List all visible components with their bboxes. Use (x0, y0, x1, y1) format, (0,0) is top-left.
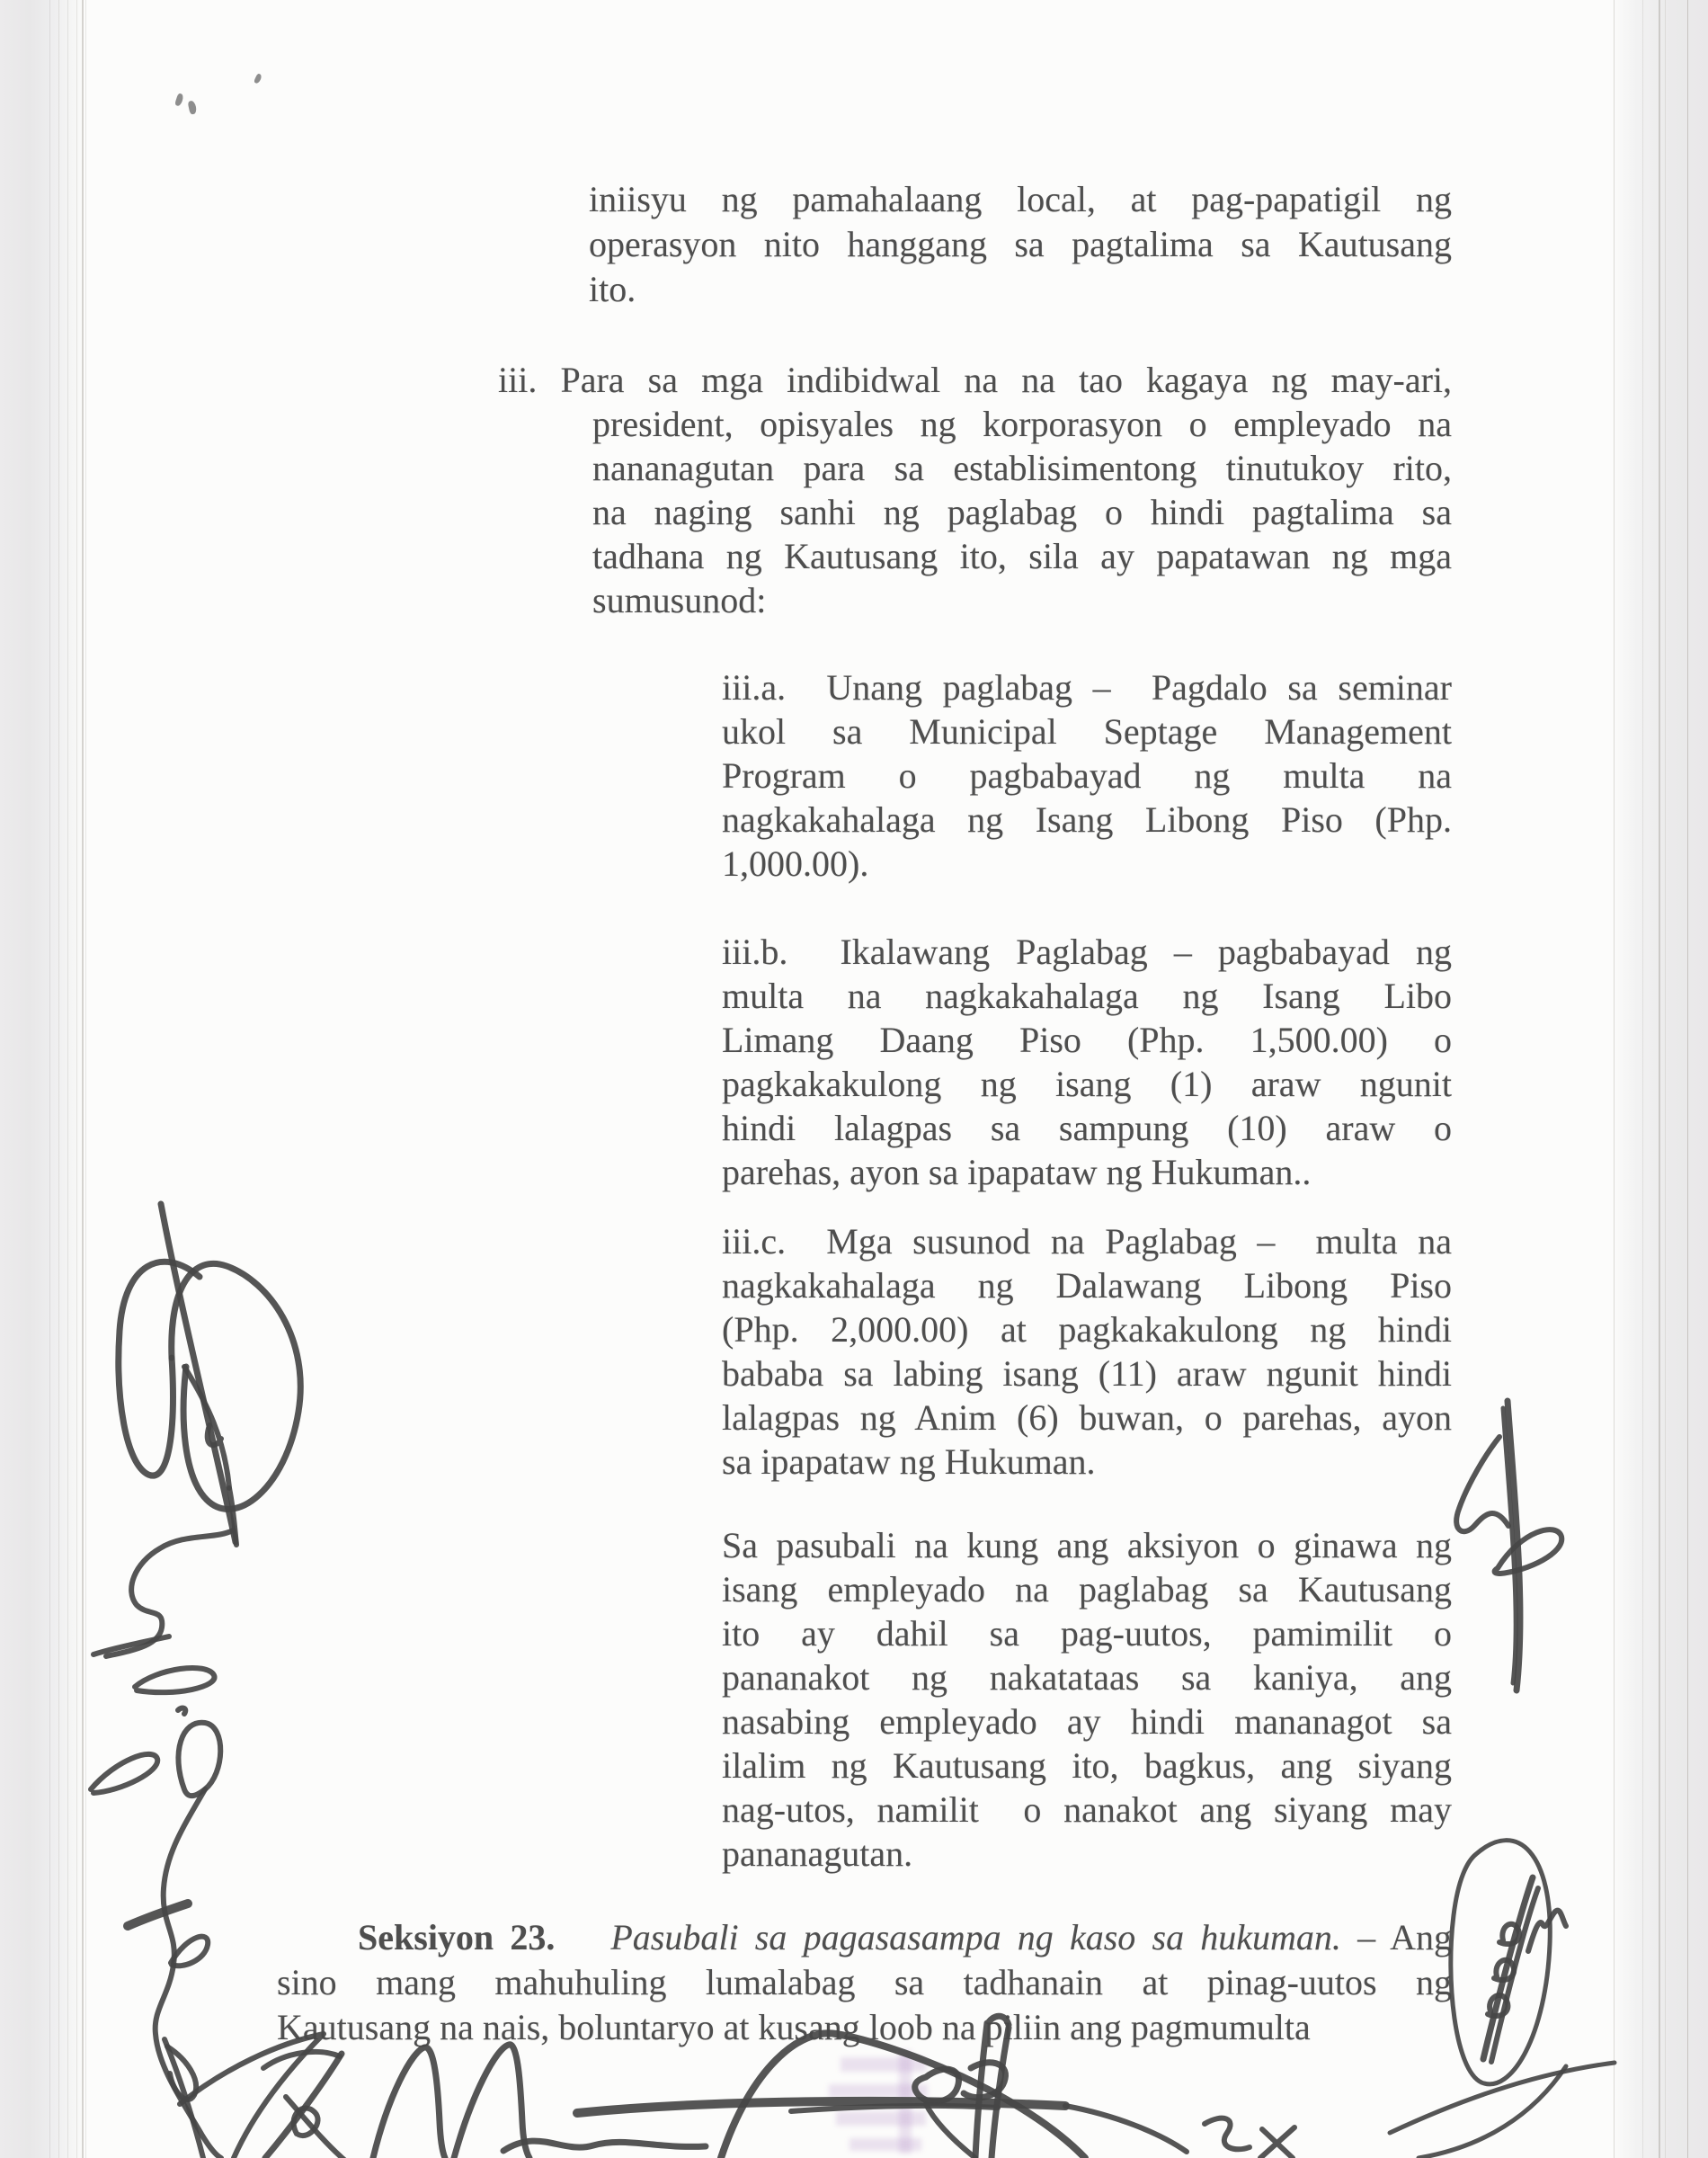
list-item-iii-first-line: Para sa mga indibidwal na na tao kagaya ng may-ari, (560, 360, 1453, 400)
text-line: multa na nagkakahalaga ng Isang Libo (722, 976, 1452, 1016)
scan-speck (174, 93, 184, 106)
text-line: nagkakahalaga ng Dalawang Libong Piso (722, 1265, 1452, 1306)
text-line: president, opisyales ng korporasyon o empleyado na (592, 404, 1452, 444)
text-line: nananagutan para sa establisimentong tinutukoy rito, (592, 448, 1452, 488)
text-line: pananakot ng nakatataas sa kaniya, ang (722, 1657, 1452, 1698)
text-line: ilalim ng Kautusang ito, bagkus, ang siyang (722, 1745, 1452, 1786)
text-line: operasyon nito hanggang sa pagtalima sa Kautusang (589, 224, 1452, 264)
left-page-edge-streaks (41, 0, 86, 2158)
text-line: Program o pagbabayad ng multa na (722, 755, 1452, 796)
text-line: pagkakakulong ng isang (1) araw ngunit (722, 1064, 1452, 1104)
list-item-iii-a (722, 665, 1452, 886)
text-line: 1,000.00). (722, 843, 869, 884)
list-item-iii-b (722, 930, 1452, 1194)
list-item-iii-c (722, 1219, 1452, 1484)
list-item-iii-label: iii. (498, 360, 538, 400)
signature-left-large (119, 1204, 300, 1545)
text-line: isang empleyado na paglabag sa Kautusang (722, 1569, 1452, 1610)
text-line: (Php. 2,000.00) at pagkakakulong ng hindi (722, 1309, 1452, 1350)
scan-speck (254, 73, 262, 85)
section-23-after-title: – Ang (1357, 1917, 1453, 1957)
text-line: lalagpas ng Anim (6) buwan, o parehas, ayon (722, 1397, 1452, 1438)
list-item-iii (498, 358, 1452, 622)
text-line: Limang Daang Piso (Php. 1,500.00) o (722, 1020, 1452, 1060)
text-line: sino mang mahuhuling lumalabag sa tadhanain at pinag-uutos ng (277, 1962, 1452, 2002)
text-line: iniisyu ng pamahalaang local, at pag-papatigil ng (589, 179, 1452, 219)
left-page-edge-line (82, 0, 84, 2158)
text-line: sa ipapataw ng Hukuman. (722, 1441, 1096, 1482)
text-line: Sa pasubali na kung ang aksiyon o ginawa ng (722, 1525, 1452, 1565)
section-23-label: Seksiyon 23. (358, 1917, 556, 1957)
text-line: iii.b. Ikalawang Paglabag – pagbabayad ng (722, 932, 1452, 972)
paragraph-proviso (722, 1523, 1452, 1876)
text-line: iii.c. Mga susunod na Paglabag – multa na (722, 1221, 1452, 1262)
text-line: nagkakahalaga ng Isang Libong Piso (Php. (722, 799, 1452, 840)
right-page-edge-line-inner (1687, 0, 1688, 2158)
left-page-edge (0, 0, 86, 2158)
text-line: ito ay dahil sa pag-uutos, pamimilit o (722, 1613, 1452, 1654)
right-page-edge-line-mid (1659, 0, 1660, 2158)
text-line: iii.a. Unang paglabag – Pagdalo sa seminar (722, 667, 1452, 708)
signature-left-flourish (91, 1530, 233, 2158)
text-line (498, 358, 1452, 402)
signature-right-upper (1456, 1401, 1561, 1690)
text-line: ito. (589, 269, 636, 309)
list-item-iii-body (592, 402, 1452, 622)
text-line: tadhana ng Kautusang ito, sila ay papatawan ng mga (592, 536, 1452, 576)
text-line: sumusunod: (592, 580, 767, 620)
text-line: ukol sa Municipal Septage Management (722, 711, 1452, 752)
section-23-body (277, 1960, 1452, 2050)
text-line: na naging sanhi ng paglabag o hindi pagtalima sa (592, 492, 1452, 532)
right-page-edge-streaks (1621, 0, 1702, 2158)
text-line (277, 1915, 1452, 1960)
text-line: hindi lalagpas sa sampung (10) araw o (722, 1108, 1452, 1148)
right-page-edge-line-outer (1614, 0, 1615, 2158)
scan-speck (188, 100, 198, 114)
text-line: nag-utos, namilit o nanakot ang siyang may (722, 1789, 1452, 1830)
paragraph-continuation (589, 177, 1452, 312)
text-line: nasabing empleyado ay hindi mananagot sa (722, 1701, 1452, 1742)
text-line: bababa sa labing isang (11) araw ngunit hindi (722, 1353, 1452, 1394)
text-line: pananagutan. (722, 1833, 913, 1874)
section-23-title: Pasubali sa pagasasampa ng kaso sa hukuman. (610, 1917, 1341, 1957)
paragraph-section-23 (277, 1915, 1452, 2050)
right-page-edge (1614, 0, 1708, 2158)
text-line: Kautusang na nais, boluntaryo at kusang loob na piliin ang pagmumulta (277, 2007, 1311, 2047)
text-line: parehas, ayon sa ipapataw ng Hukuman.. (722, 1152, 1312, 1192)
